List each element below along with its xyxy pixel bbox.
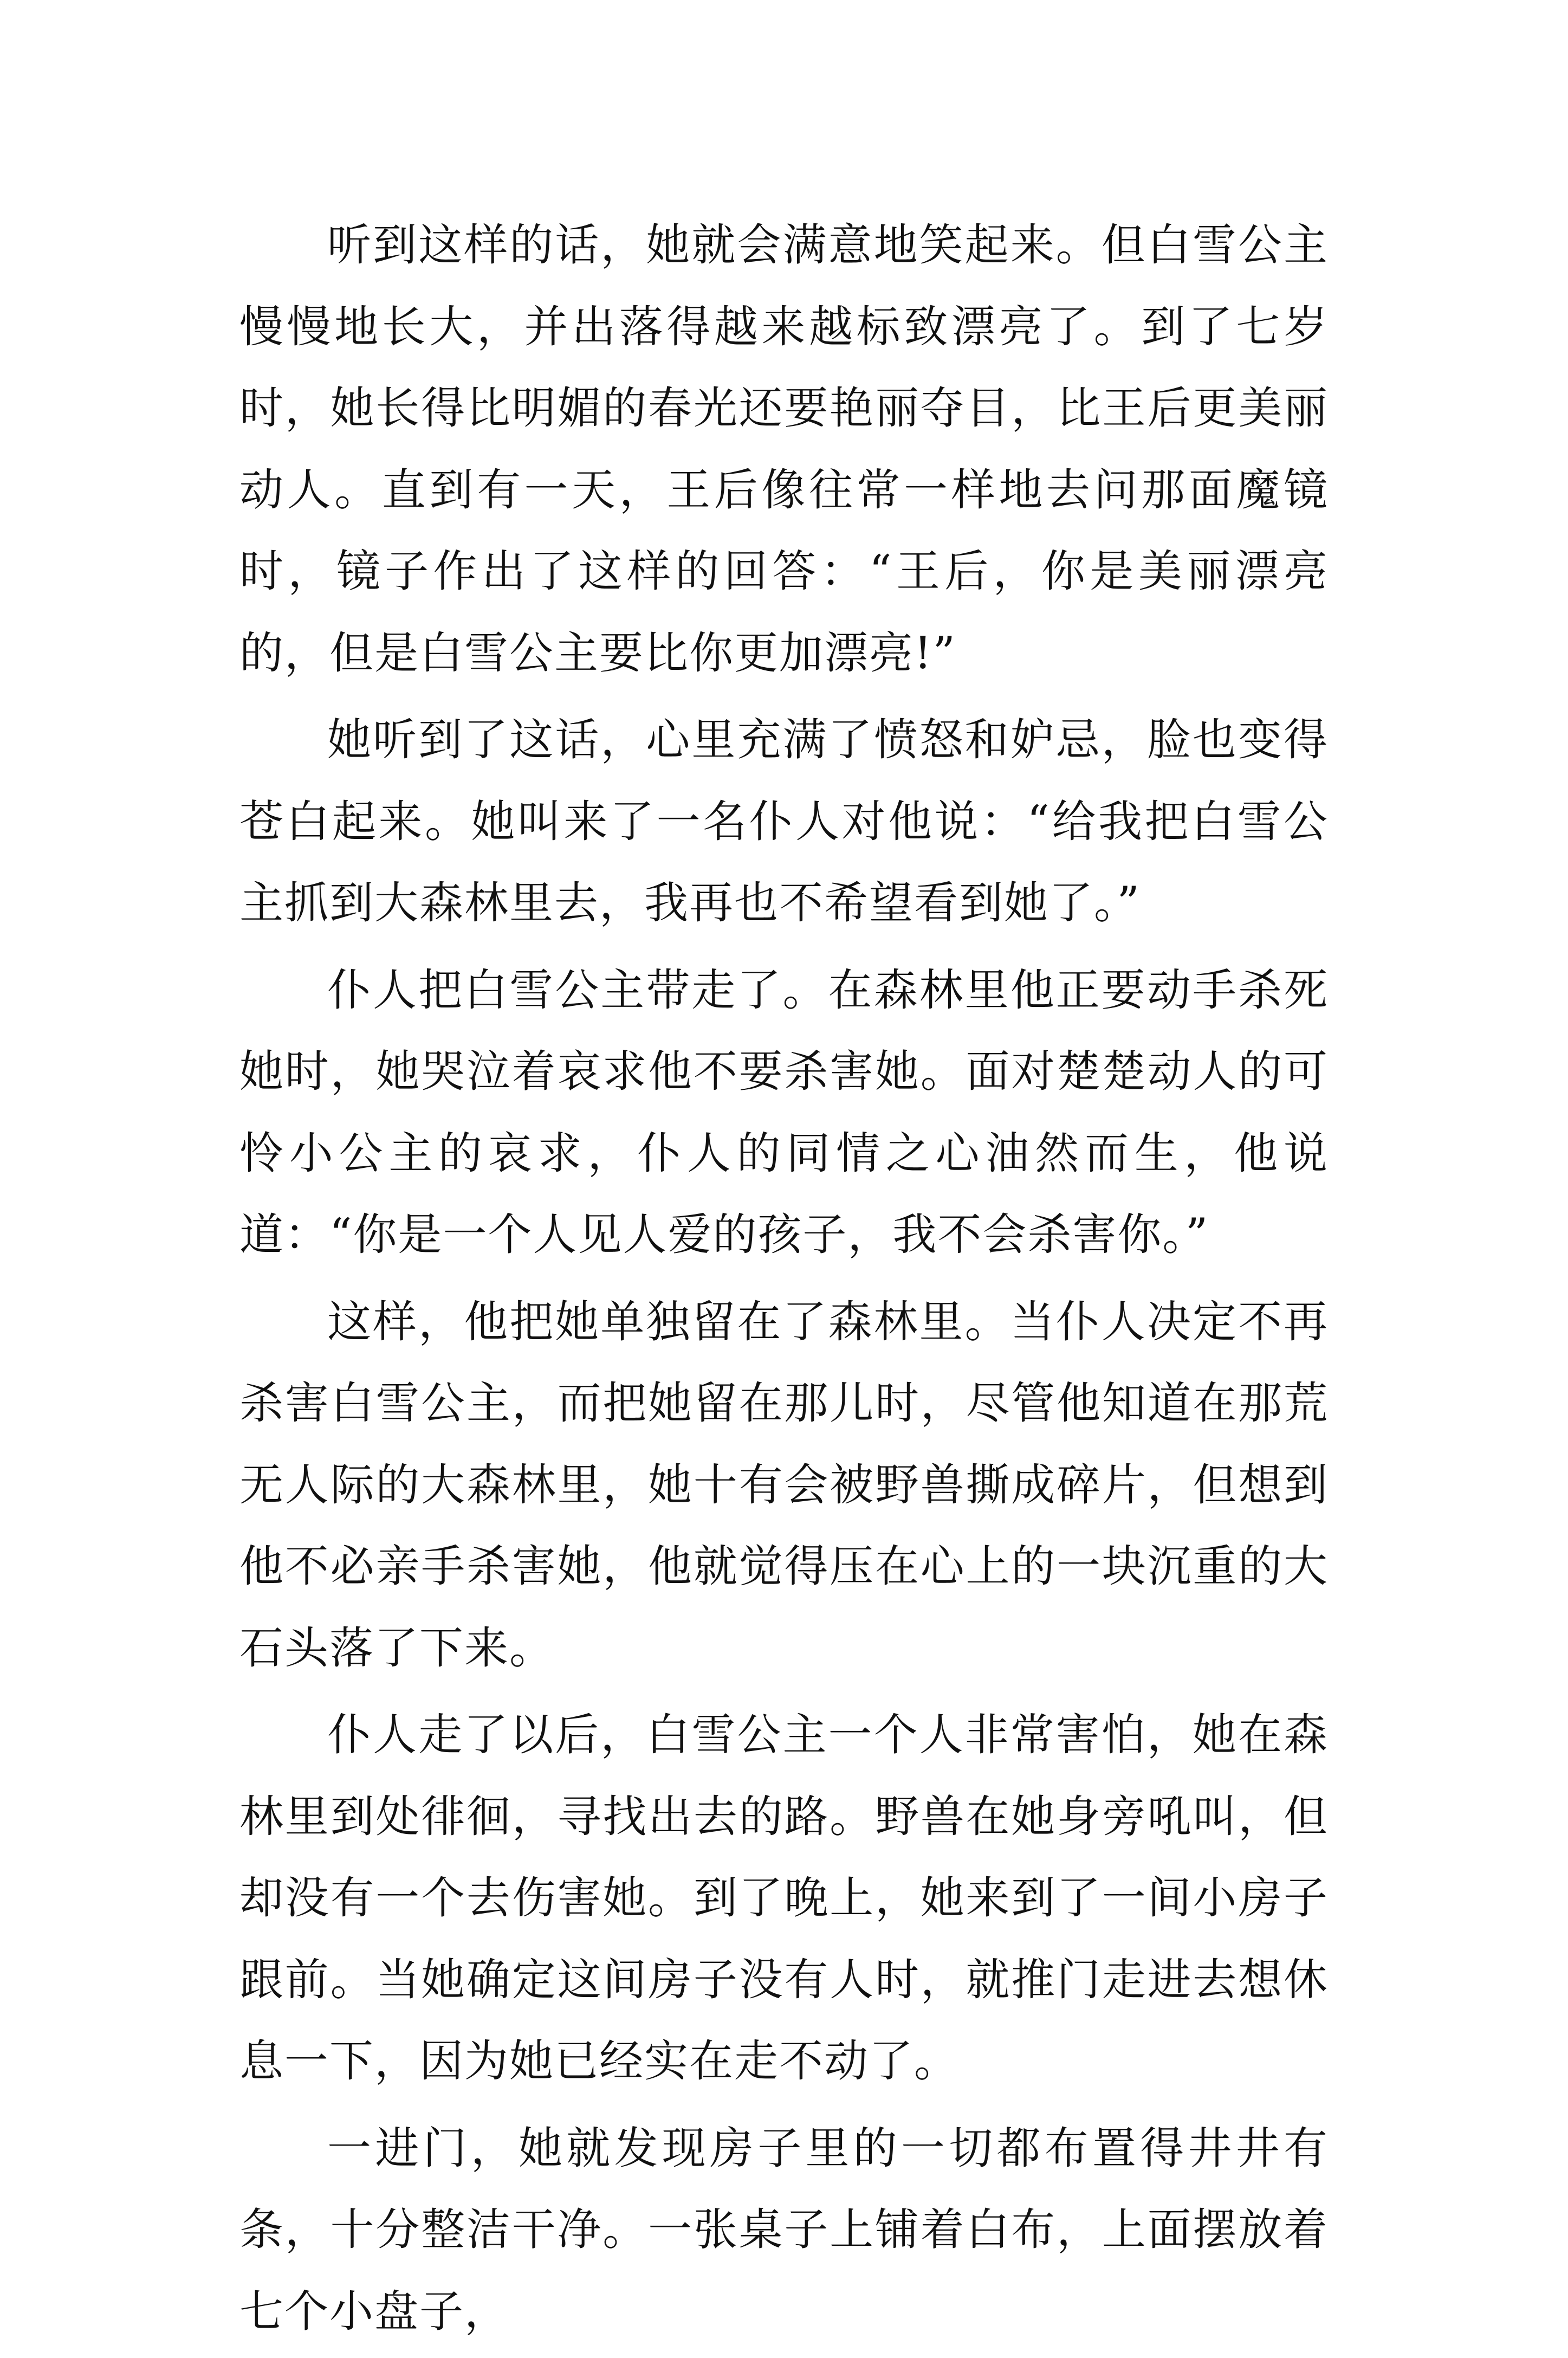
paragraph: 一进门，她就发现房子里的一切都布置得井井有条，十分整洁干净。一张桌子上铺着白布，上面摆放着七个小盘子，	[239, 2123, 1329, 2337]
paragraph: 仆人走了以后，白雪公主一个人非常害怕，她在森林里到处徘徊，寻找出去的路。野兽在她身旁吼叫，但却没有一个去伤害她。到了晚上，她来到了一间小房子跟前。当她确定这间房子没有人时，就推门走进去想休息一下，因为她已经实在走不动了。	[239, 1710, 1329, 2087]
paragraph: 这样，他把她单独留在了森林里。当仆人决定不再杀害白雪公主，而把她留在那儿时，尽管他知道在那荒无人际的大森林里，她十有会被野兽撕成碎片，但想到他不必亲手杀害她，他就觉得压在心上的一块沉重的大石头落了下来。	[239, 1296, 1329, 1674]
document-body	[239, 205, 1329, 2358]
paragraph: 仆人把白雪公主带走了。在森林里他正要动手杀死她时，她哭泣着哀求他不要杀害她。面对楚楚动人的可怜小公主的哀求，仆人的同情之心油然而生，他说道：“你是一个人见人爱的孩子，我不会杀害你。”	[239, 965, 1329, 1261]
paragraph: 她听到了这话，心里充满了愤怒和妒忌，脸也变得苍白起来。她叫来了一名仆人对他说：“给我把白雪公主抓到大森林里去，我再也不希望看到她了。”	[239, 715, 1329, 929]
paragraph: 听到这样的话，她就会满意地笑起来。但白雪公主慢慢地长大，并出落得越来越标致漂亮了。到了七岁时，她长得比明媚的春光还要艳丽夺目，比王后更美丽动人。直到有一天，王后像往常一样地去问那面魔镜时，镜子作出了这样的回答：“王后，你是美丽漂亮的，但是白雪公主要比你更加漂亮!”	[239, 220, 1329, 679]
